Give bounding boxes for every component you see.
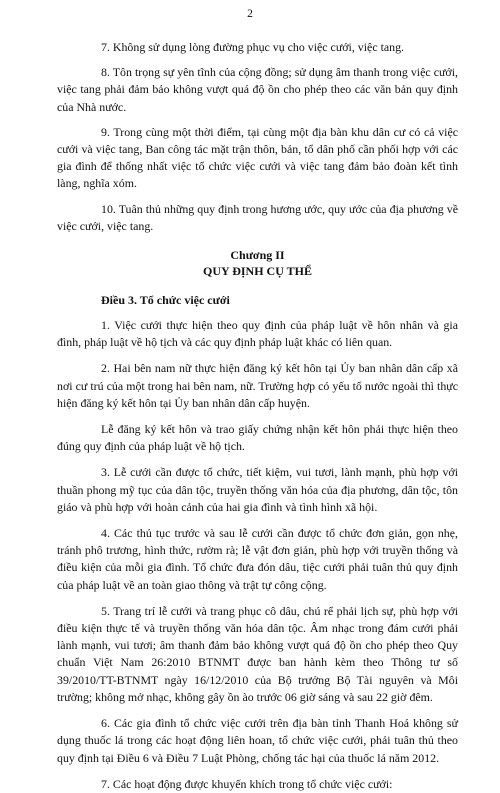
article-title: Điều 3. Tổ chức việc cưới xyxy=(101,293,230,308)
paragraph: 2. Hai bên nam nữ thực hiện đăng ký kết hôn tại Ủy ban nhân dân cấp xã nơi cư trú của một trong hai bên nam, nữ. Trường hợp có yếu tố nước ngoài thì thực hiện đăng ký kết hôn tại Ủy ban nhân dân cấp huyện. xyxy=(57,361,458,410)
paragraph: 9. Trong cùng một thời điểm, tại cùng một địa bàn khu dân cư có cả việc cưới và việc tang, Ban công tác mặt trận thôn, bản, tổ dân phố cần phối hợp với các gia đình để thống nhất việc tổ chức việc cưới và việc tang đảm bảo đoàn kết tình làng, nghĩa xóm. xyxy=(57,124,458,191)
paragraph: 5. Trang trí lễ cưới và trang phục cô dâu, chú rể phải lịch sự, phù hợp với điều kiện thực tế và truyền thống văn hóa dân tộc. Âm nhạc trong đám cưới phải lành mạnh, vui tươi; âm thanh đảm bảo không vượt quá độ ồn cho phép theo Quy chuẩn Việt Nam 26:2010 BTNMT được ban hành kèm theo Thông tư số 39/2010/TT-BTNMT ngày 16/12/2010 của Bộ trưởng Bộ Tài nguyên và Môi trường; không mở nhạc, không gây ồn ào trước 06 giờ sáng và sau 22 giờ đêm. xyxy=(57,603,458,704)
chapter-number: Chương II xyxy=(230,248,285,263)
chapter-title: QUY ĐỊNH CỤ THỂ xyxy=(202,264,312,279)
paragraph: 7. Không sử dụng lòng đường phục vụ cho việc cưới, việc tang. xyxy=(101,40,405,54)
paragraph: 6. Các gia đình tổ chức việc cưới trên địa bàn tỉnh Thanh Hoá không sử dụng thuốc lá trong các hoạt động liên hoan, tổ chức việc cưới, phải tuân thủ theo quy định tại Điều 6 và Điều 7 Luật Phòng, chống tác hại của thuốc lá năm 2012. xyxy=(57,716,458,765)
page-number: 2 xyxy=(247,8,253,20)
paragraph: 8. Tôn trọng sự yên tĩnh của cộng đồng; sử dụng âm thanh trong việc cưới, việc tang phải đảm bảo không vượt quá độ ồn cho phép theo các văn bản quy định của Nhà nước. xyxy=(57,65,458,114)
document-body xyxy=(57,39,458,793)
paragraph: 4. Các thủ tục trước và sau lễ cưới cần được tổ chức đơn giản, gọn nhẹ, tránh phô trương, hình thức, rườm rà; lễ vật đơn giản, phù hợp với truyền thống và điều kiện của mỗi gia đình. Tổ chức đưa đón dâu, tiệc cưới phải tuân thủ quy định của pháp luật về an toàn giao thông và trật tự công cộng. xyxy=(57,526,458,592)
paragraph: 7. Các hoạt động được khuyến khích trong tổ chức việc cưới: xyxy=(101,776,393,791)
paragraph: Lễ đăng ký kết hôn và trao giấy chứng nhận kết hôn phải thực hiện theo đúng quy định của pháp luật về hộ tịch. xyxy=(57,422,458,454)
paragraph: 10. Tuân thủ những quy định trong hương ước, quy ước của địa phương về việc cưới, việc tang. xyxy=(57,201,458,233)
paragraph: 1. Việc cưới thực hiện theo quy định của pháp luật về hôn nhân và gia đình, pháp luật về hộ tịch và các quy định pháp luật khác có liên quan. xyxy=(57,318,458,350)
paragraph: 3. Lễ cưới cần được tổ chức, tiết kiệm, vui tươi, lành mạnh, phù hợp với thuần phong mỹ tục của dân tộc, truyền thống văn hóa của địa phương, dân tộc, tôn giáo và phù hợp với hoàn cảnh của hai gia đình và tình hình xã hội. xyxy=(57,465,458,514)
